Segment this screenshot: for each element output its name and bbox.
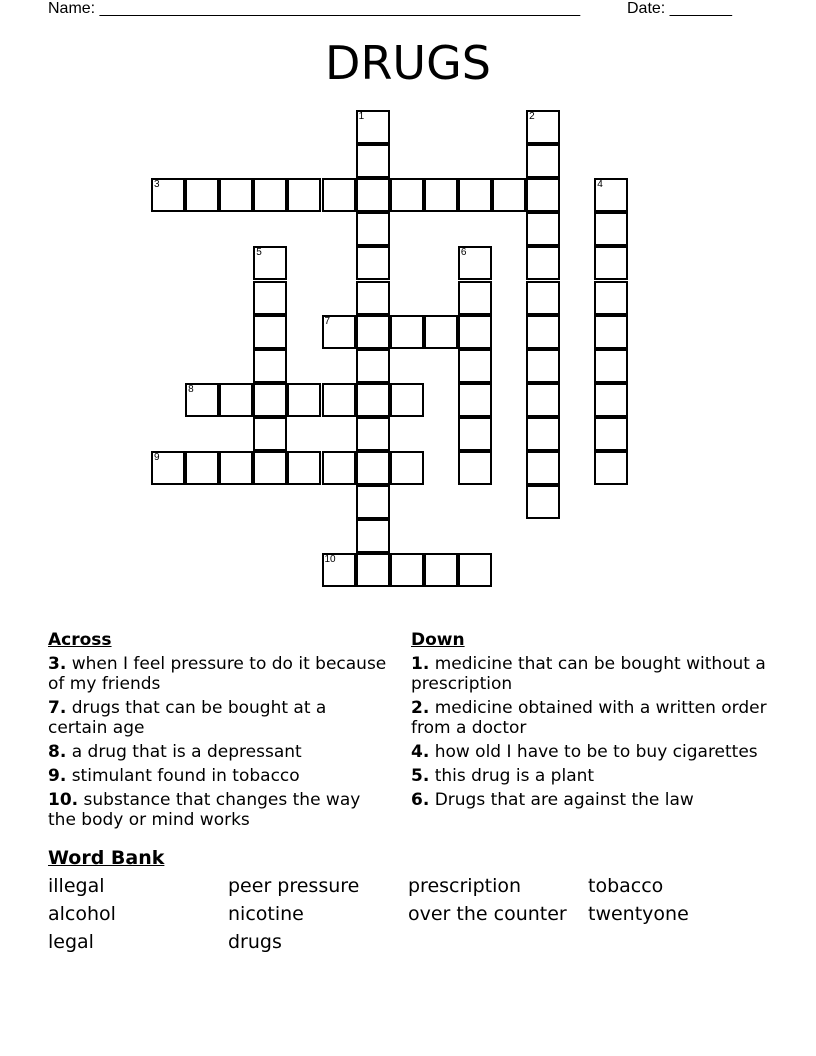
clue-across-9	[48, 766, 388, 786]
crossword-cell[interactable]	[594, 178, 628, 212]
clue-number: 8.	[48, 742, 67, 762]
clue-down-4	[411, 742, 771, 762]
crossword-cell[interactable]	[253, 178, 287, 212]
crossword-cell[interactable]	[287, 178, 321, 212]
crossword-cell[interactable]	[356, 485, 390, 519]
clue-number: 6.	[411, 790, 430, 810]
crossword-cell[interactable]	[594, 212, 628, 246]
crossword-cell[interactable]	[594, 246, 628, 280]
crossword-cell[interactable]	[458, 281, 492, 315]
crossword-cell[interactable]	[356, 383, 390, 417]
crossword-cell[interactable]	[594, 349, 628, 383]
crossword-cell[interactable]	[526, 417, 560, 451]
crossword-cell[interactable]	[356, 281, 390, 315]
clue-down-1	[411, 654, 771, 694]
crossword-cell[interactable]	[356, 178, 390, 212]
crossword-cell[interactable]	[424, 315, 458, 349]
clue-across-8	[48, 742, 388, 762]
word-bank-item: nicotine	[228, 903, 304, 925]
crossword-cell[interactable]	[458, 553, 492, 587]
word-bank-item: prescription	[408, 875, 522, 897]
crossword-cell[interactable]	[287, 383, 321, 417]
crossword-cell[interactable]	[322, 451, 356, 485]
crossword-cell[interactable]	[253, 246, 287, 280]
crossword-cell[interactable]	[594, 451, 628, 485]
clue-text: stimulant found in tobacco	[71, 766, 300, 786]
clue-down-6	[411, 790, 771, 810]
clue-number: 5.	[411, 766, 430, 786]
crossword-cell[interactable]	[322, 178, 356, 212]
clue-across-3	[48, 654, 388, 694]
clue-number: 4.	[411, 742, 430, 762]
cell-number: 3	[154, 179, 160, 191]
word-bank-item: tobacco	[588, 875, 664, 897]
crossword-cell[interactable]	[458, 417, 492, 451]
crossword-cell[interactable]	[390, 383, 424, 417]
crossword-cell[interactable]	[151, 451, 185, 485]
crossword-cell[interactable]	[492, 178, 526, 212]
crossword-cell[interactable]	[356, 110, 390, 144]
cell-number: 6	[460, 247, 467, 259]
crossword-cell[interactable]	[526, 178, 560, 212]
crossword-cell[interactable]	[356, 315, 390, 349]
crossword-cell[interactable]	[526, 315, 560, 349]
crossword-cell[interactable]	[594, 383, 628, 417]
cell-number: 5	[256, 247, 262, 259]
crossword-cell[interactable]	[458, 315, 492, 349]
crossword-cell[interactable]	[458, 178, 492, 212]
crossword-cell[interactable]	[322, 553, 356, 587]
crossword-cell[interactable]	[356, 519, 390, 553]
crossword-cell[interactable]	[253, 451, 287, 485]
crossword-cell[interactable]	[322, 383, 356, 417]
word-bank-item: peer pressure	[228, 875, 360, 897]
crossword-cell[interactable]	[356, 349, 390, 383]
word-bank-list	[48, 875, 768, 953]
crossword-cell[interactable]	[185, 383, 219, 417]
crossword-cell[interactable]	[356, 144, 390, 178]
clue-number: 9.	[48, 766, 67, 786]
crossword-cell[interactable]	[424, 178, 458, 212]
crossword-cell[interactable]	[219, 451, 253, 485]
word-bank-item: drugs	[228, 931, 282, 953]
crossword-cell[interactable]	[526, 110, 560, 144]
crossword-cell[interactable]	[151, 178, 185, 212]
clue-text: drugs that can be bought at a certain age	[48, 698, 327, 738]
across-clues	[48, 630, 388, 834]
word-bank-item: illegal	[48, 875, 105, 897]
clue-across-7	[48, 698, 388, 738]
crossword-cell[interactable]	[526, 281, 560, 315]
crossword-cell[interactable]	[253, 417, 287, 451]
clue-number: 1.	[411, 654, 430, 674]
clue-number: 7.	[48, 698, 67, 718]
clue-text: medicine obtained with a written order from a doctor	[411, 698, 767, 738]
crossword-cell[interactable]	[185, 451, 219, 485]
crossword-cell[interactable]	[185, 178, 219, 212]
page-title: DRUGS	[325, 36, 491, 90]
clue-down-5	[411, 766, 771, 786]
crossword-cell[interactable]	[253, 315, 287, 349]
date-field-label: Date: _______	[627, 0, 732, 17]
name-field-label: Name: ______________________________________________________	[48, 0, 581, 17]
down-heading: Down	[411, 630, 465, 650]
clue-number: 2.	[411, 698, 430, 718]
crossword-cell[interactable]	[356, 212, 390, 246]
crossword-cell[interactable]	[253, 349, 287, 383]
cell-number: 7	[324, 315, 331, 327]
cell-number: 8	[188, 383, 194, 395]
word-bank	[48, 847, 768, 953]
crossword-cell[interactable]	[594, 417, 628, 451]
clue-number: 10.	[48, 790, 79, 810]
crossword-cell[interactable]	[253, 383, 287, 417]
crossword-cell[interactable]	[526, 485, 560, 519]
crossword-cell[interactable]	[356, 553, 390, 587]
crossword-cell[interactable]	[458, 383, 492, 417]
crossword-cell[interactable]	[390, 553, 424, 587]
crossword-cell[interactable]	[458, 349, 492, 383]
crossword-cell[interactable]	[253, 281, 287, 315]
crossword-cell[interactable]	[458, 246, 492, 280]
cell-number: 2	[529, 111, 535, 122]
crossword-cell[interactable]	[594, 281, 628, 315]
word-bank-item: legal	[48, 931, 94, 953]
crossword-cell[interactable]	[219, 383, 253, 417]
clue-text: Drugs that are against the law	[434, 790, 694, 810]
crossword-cell[interactable]	[356, 451, 390, 485]
word-bank-item: alcohol	[48, 903, 116, 925]
crossword-cell[interactable]	[526, 349, 560, 383]
crossword-cell[interactable]	[322, 315, 356, 349]
clue-text: substance that changes the way the body or mind works	[48, 790, 361, 830]
crossword-cell[interactable]	[526, 383, 560, 417]
crossword-cell[interactable]	[526, 144, 560, 178]
crossword-cell[interactable]	[287, 451, 321, 485]
down-clues	[411, 630, 771, 814]
clue-text: a drug that is a depressant	[71, 742, 302, 762]
cell-number: 9	[154, 452, 160, 463]
cell-number: 4	[597, 179, 603, 191]
crossword-cell[interactable]	[458, 451, 492, 485]
word-bank-item: over the counter	[408, 903, 567, 925]
crossword-cell[interactable]	[526, 212, 560, 246]
cell-number: 1	[358, 111, 365, 122]
clue-text: how old I have to be to buy cigarettes	[434, 742, 758, 762]
crossword-cell[interactable]	[356, 246, 390, 280]
clue-text: medicine that can be bought without a prescription	[411, 654, 766, 694]
across-heading: Across	[48, 630, 112, 650]
cell-number: 10	[324, 554, 336, 566]
crossword-cell[interactable]	[356, 417, 390, 451]
clue-down-2	[411, 698, 771, 738]
crossword-cell[interactable]	[219, 178, 253, 212]
word-bank-heading: Word Bank	[48, 847, 165, 869]
clue-text: when I feel pressure to do it because of my friends	[48, 654, 387, 694]
crossword-cell[interactable]	[424, 553, 458, 587]
crossword-cell[interactable]	[594, 315, 628, 349]
clue-number: 3.	[48, 654, 67, 674]
crossword-cell[interactable]	[390, 178, 424, 212]
crossword-cell[interactable]	[390, 315, 424, 349]
crossword-cell[interactable]	[390, 451, 424, 485]
crossword-cell[interactable]	[526, 246, 560, 280]
word-bank-item: twentyone	[588, 903, 689, 925]
clue-text: this drug is a plant	[434, 766, 595, 786]
clue-across-10	[48, 790, 388, 830]
crossword-cell[interactable]	[526, 451, 560, 485]
